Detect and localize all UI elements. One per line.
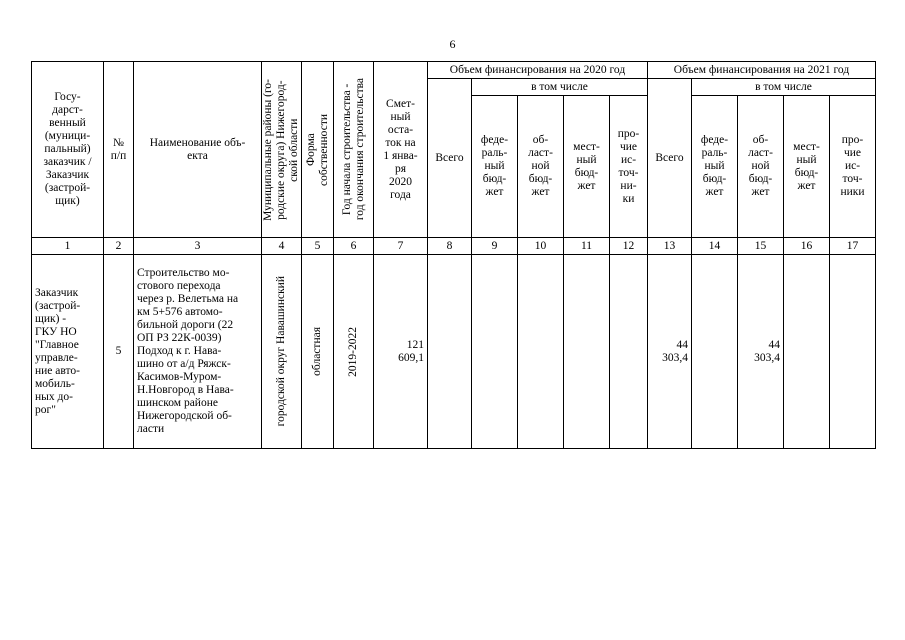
row-other-2020 — [610, 255, 648, 449]
row-federal-2021 — [692, 255, 738, 449]
page-number: 6 — [449, 37, 456, 51]
row-local-2020 — [564, 255, 610, 449]
header-financing-2021: Объем финансирования на 2021 год — [648, 62, 876, 79]
header-other-2021: про- чие ис- точ- ники — [830, 96, 876, 238]
row-total-2020 — [428, 255, 472, 449]
row-object-name: Строительство мо- стового перехода через р. Велетьма на км 5+576 автомо- бильной дороги (22 ОП РЗ 22К-0039) Подход к г. Нава- шино от а/д Ряжск- Касимов-Муром- Н.Новгород в Нава- шинском районе Нижегородской об- ласти — [134, 255, 262, 449]
column-number: 14 — [692, 238, 738, 255]
header-customer: Госу- дарст- венный (муници- пальный) заказчик / Заказчик (застрой- щик) — [32, 62, 104, 238]
row-other-2021 — [830, 255, 876, 449]
row-district: городской округ Навашинский — [262, 255, 302, 449]
row-federal-2020 — [472, 255, 518, 449]
column-number: 4 — [262, 238, 302, 255]
header-local-2021: мест- ный бюд- жет — [784, 96, 830, 238]
header-financing-2020: Объем финансирования на 2020 год — [428, 62, 648, 79]
header-object-name: Наименование объ- екта — [134, 62, 262, 238]
header-ownership: Форма собственности — [302, 62, 334, 238]
header-including-2020: в том числе — [472, 79, 648, 96]
row-regional-2021: 44 303,4 — [738, 255, 784, 449]
header-regional-2021: об- ласт- ной бюд- жет — [738, 96, 784, 238]
header-federal-2021: феде- раль- ный бюд- жет — [692, 96, 738, 238]
header-regional-2020: об- ласт- ной бюд- жет — [518, 96, 564, 238]
header-other-2020: про- чие ис- точ- ни- ки — [610, 96, 648, 238]
column-number: 17 — [830, 238, 876, 255]
column-number: 13 — [648, 238, 692, 255]
column-number: 16 — [784, 238, 830, 255]
row-regional-2020 — [518, 255, 564, 449]
column-number: 9 — [472, 238, 518, 255]
row-customer: Заказчик (застрой- щик) - ГКУ НО "Главное управле- ние авто- мобиль- ных до- рог" — [32, 255, 104, 449]
row-years: 2019-2022 — [334, 255, 374, 449]
column-number: 8 — [428, 238, 472, 255]
header-local-2020: мест- ный бюд- жет — [564, 96, 610, 238]
column-number: 2 — [104, 238, 134, 255]
column-number: 7 — [374, 238, 428, 255]
financing-table — [31, 61, 876, 449]
column-number: 11 — [564, 238, 610, 255]
row-total-2021: 44 303,4 — [648, 255, 692, 449]
row-local-2021 — [784, 255, 830, 449]
header-total-2021: Всего — [648, 79, 692, 238]
row-number: 5 — [104, 255, 134, 449]
column-number: 6 — [334, 238, 374, 255]
column-number: 12 — [610, 238, 648, 255]
column-number-row — [32, 238, 876, 255]
column-number: 15 — [738, 238, 784, 255]
row-estimate: 121 609,1 — [374, 255, 428, 449]
column-number: 1 — [32, 238, 104, 255]
header-years: Год начала строительства - год окончания строительства — [334, 62, 374, 238]
header-total-2020: Всего — [428, 79, 472, 238]
header-number: № п/п — [104, 62, 134, 238]
column-number: 5 — [302, 238, 334, 255]
row-ownership: областная — [302, 255, 334, 449]
header-including-2021: в том числе — [692, 79, 876, 96]
header-federal-2020: феде- раль- ный бюд- жет — [472, 96, 518, 238]
column-number: 10 — [518, 238, 564, 255]
column-number: 3 — [134, 238, 262, 255]
header-districts: Муниципальные районы (го- родские округа) Нижегород- ской области — [262, 62, 302, 238]
table-row — [32, 255, 876, 449]
header-estimate: Смет- ный оста- ток на 1 янва- ря 2020 года — [374, 62, 428, 238]
